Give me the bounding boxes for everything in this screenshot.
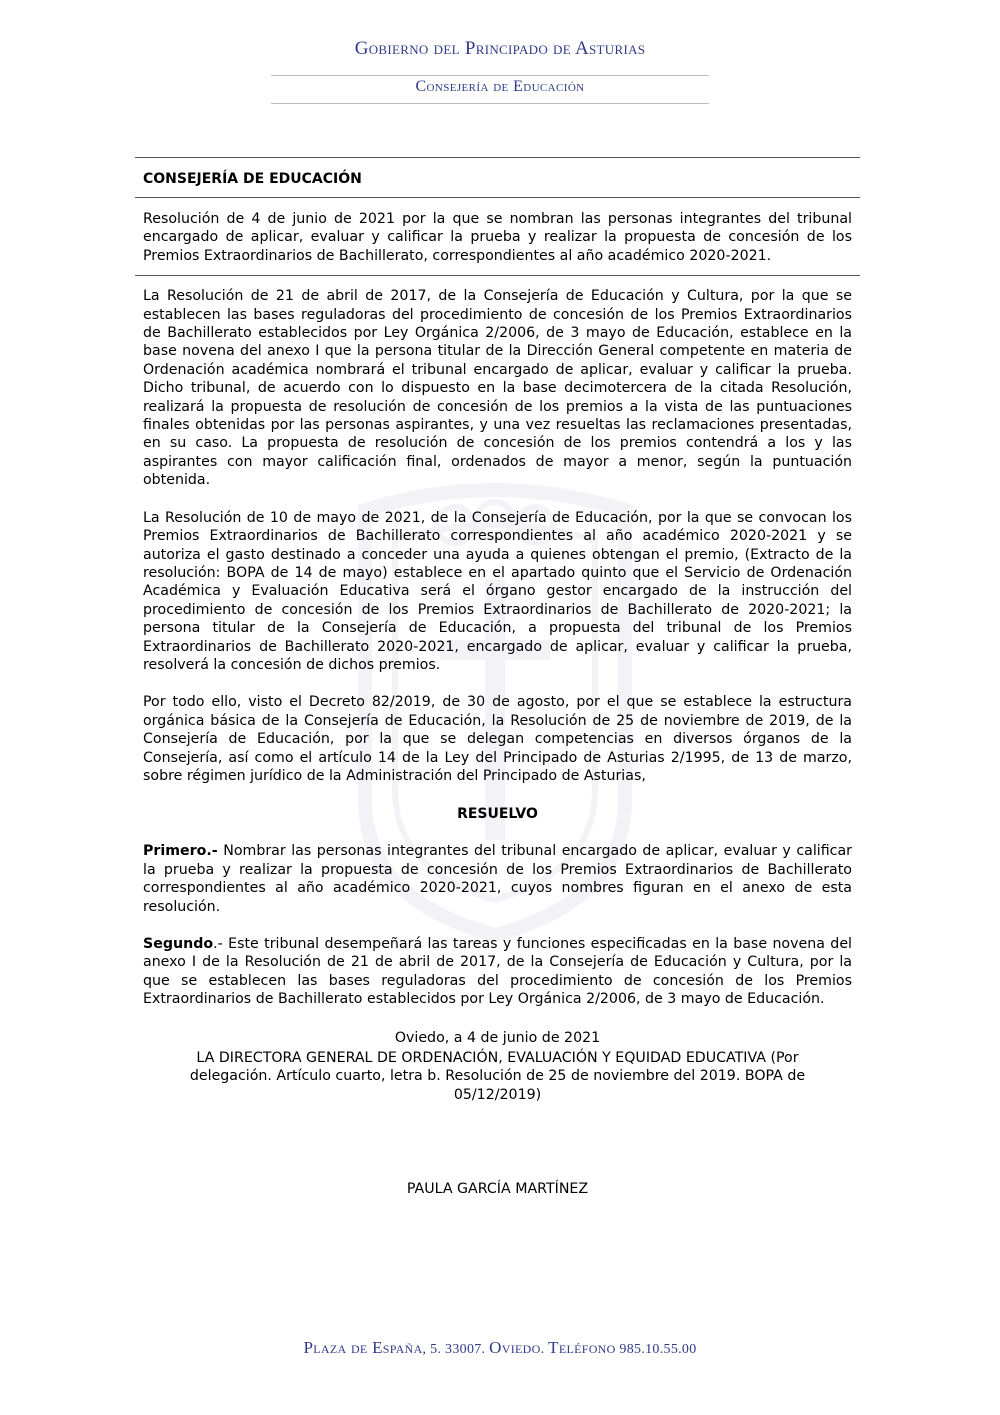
segundo-label: Segundo [143, 936, 214, 952]
primero-text: Nombrar las personas integrantes del tribunal encargado de aplicar, evaluar y calificar la prueba y realizar la propuesta de concesión de los Premios Extraordinarios de Bachillerato correspondientes al año académico 2020-2021, cuyos nombres figuran en el anexo de esta resolución. [143, 843, 852, 915]
section-title: CONSEJERÍA DE EDUCACIÓN [143, 171, 362, 187]
signer-role: LA DIRECTORA GENERAL DE ORDENACIÓN, EVALUACIÓN Y EQUIDAD EDUCATIVA (Por delegación. Artículo cuarto, letra b. Resolución de 25 de noviembre del 2019. BOPA de 05/12/2019) [189, 1050, 806, 1103]
document-body [135, 157, 860, 1198]
footer-separator: . [540, 1342, 549, 1357]
header-rule-bottom [271, 103, 709, 104]
divider [135, 275, 860, 276]
footer-city: Oviedo [489, 1338, 541, 1357]
primero-separator: .- [206, 843, 218, 860]
signer-name: PAULA GARCÍA MARTÍNEZ [406, 1181, 589, 1198]
department-title: Consejería de Educación [415, 78, 585, 95]
article-primero [135, 842, 860, 916]
paragraph-3: Por todo ello, visto el Decreto 82/2019, de 30 de agosto, por el que se establece la estructura orgánica básica de la Consejería de Educación, la Resolución de 25 de noviembre de 2019, de la Consejería de Educación, por la que se delegan competencias en diversos órganos de la Consejería, así como el artículo 14 de la Ley del Principado de Asturias 2/1995, de 13 de marzo, sobre régimen jurídico de la Administración del Principado de Asturias, [143, 694, 852, 784]
footer-phone: 985.10.55.00 [615, 1342, 697, 1357]
government-title: Gobierno del Principado de Asturias [354, 38, 646, 59]
paragraph-2: La Resolución de 10 de mayo de 2021, de la Consejería de Educación, por la que se convocan los Premios Extraordinarios de Bachillerato correspondientes al año académico 2020-2021 y se autoriza el gasto destinado a conceder una ayuda a quienes obtengan el premio, (Extracto de la resolución: BOPA de 14 de mayo) establece en el apartado quinto que el Servicio de Ordenación Académica y Evaluación Educativa será el órgano gestor encargado de la instrucción del procedimiento de concesión de los Premios Extraordinarios de Bachillerato de 2020-2021; la persona titular de la Consejería de Educación, a propuesta del tribunal de los Premios Extraordinarios de Bachillerato 2020-2021, encargado de aplicar, evaluar y calificar la prueba, resolverá la concesión de dichos premios. [143, 509, 852, 673]
article-segundo [135, 935, 860, 1009]
page-footer [0, 1338, 1000, 1358]
segundo-text: .- Este tribunal desempeñará las tareas y funciones especificadas en la base novena del anexo I de la Resolución de 21 de abril de 2017, de la Consejería de Educación y Cultura, por la que se establecen las bases reguladoras del procedimiento de concesión de los Premios Extraordinarios de Bachillerato establecidos por Ley Orgánica 2/2006, de 3 mayo de Educación. [143, 936, 852, 1008]
footer-phone-label: Teléfono [548, 1338, 616, 1357]
resuelvo-heading: RESUELVO [457, 806, 538, 823]
place-date: Oviedo, a 4 de junio de 2021 [394, 1029, 601, 1046]
footer-number: , 5. 33007. [422, 1342, 490, 1357]
primero-label: Primero [143, 843, 207, 860]
resolution-summary: Resolución de 4 de junio de 2021 por la que se nombran las personas integrantes del tribunal encargado de aplicar, evaluar y calificar la prueba y realizar la propuesta de concesión de los Premios Extraordinarios de Bachillerato, correspondientes al año académico 2020-2021. [143, 211, 852, 264]
footer-street: Plaza de España [303, 1338, 423, 1357]
header-rule-top [271, 75, 709, 76]
paragraph-1: La Resolución de 21 de abril de 2017, de la Consejería de Educación y Cultura, por la que se establecen las bases reguladoras del procedimiento de concesión de los Premios Extraordinarios de Bachillerato establecidos por Ley Orgánica 2/2006, de 3 mayo de Educación, establece en la base novena del anexo I que la persona titular de la Dirección General competente en materia de Ordenación académica nombrará el tribunal encargado de aplicar, evaluar y calificar la prueba. Dicho tribunal, de acuerdo con lo dispuesto en la base decimotercera de la citada Resolución, realizará la propuesta de resolución de concesión de los premios a la vista de las puntuaciones finales obtenidas por las personas aspirantes, y una vez resueltas las reclamaciones presentadas, en su caso. La propuesta de resolución de concesión de los premios contendrá a los y las aspirantes con mayor calificación final, ordenados de mayor a menor, según la puntuación obtenida. [143, 288, 852, 489]
